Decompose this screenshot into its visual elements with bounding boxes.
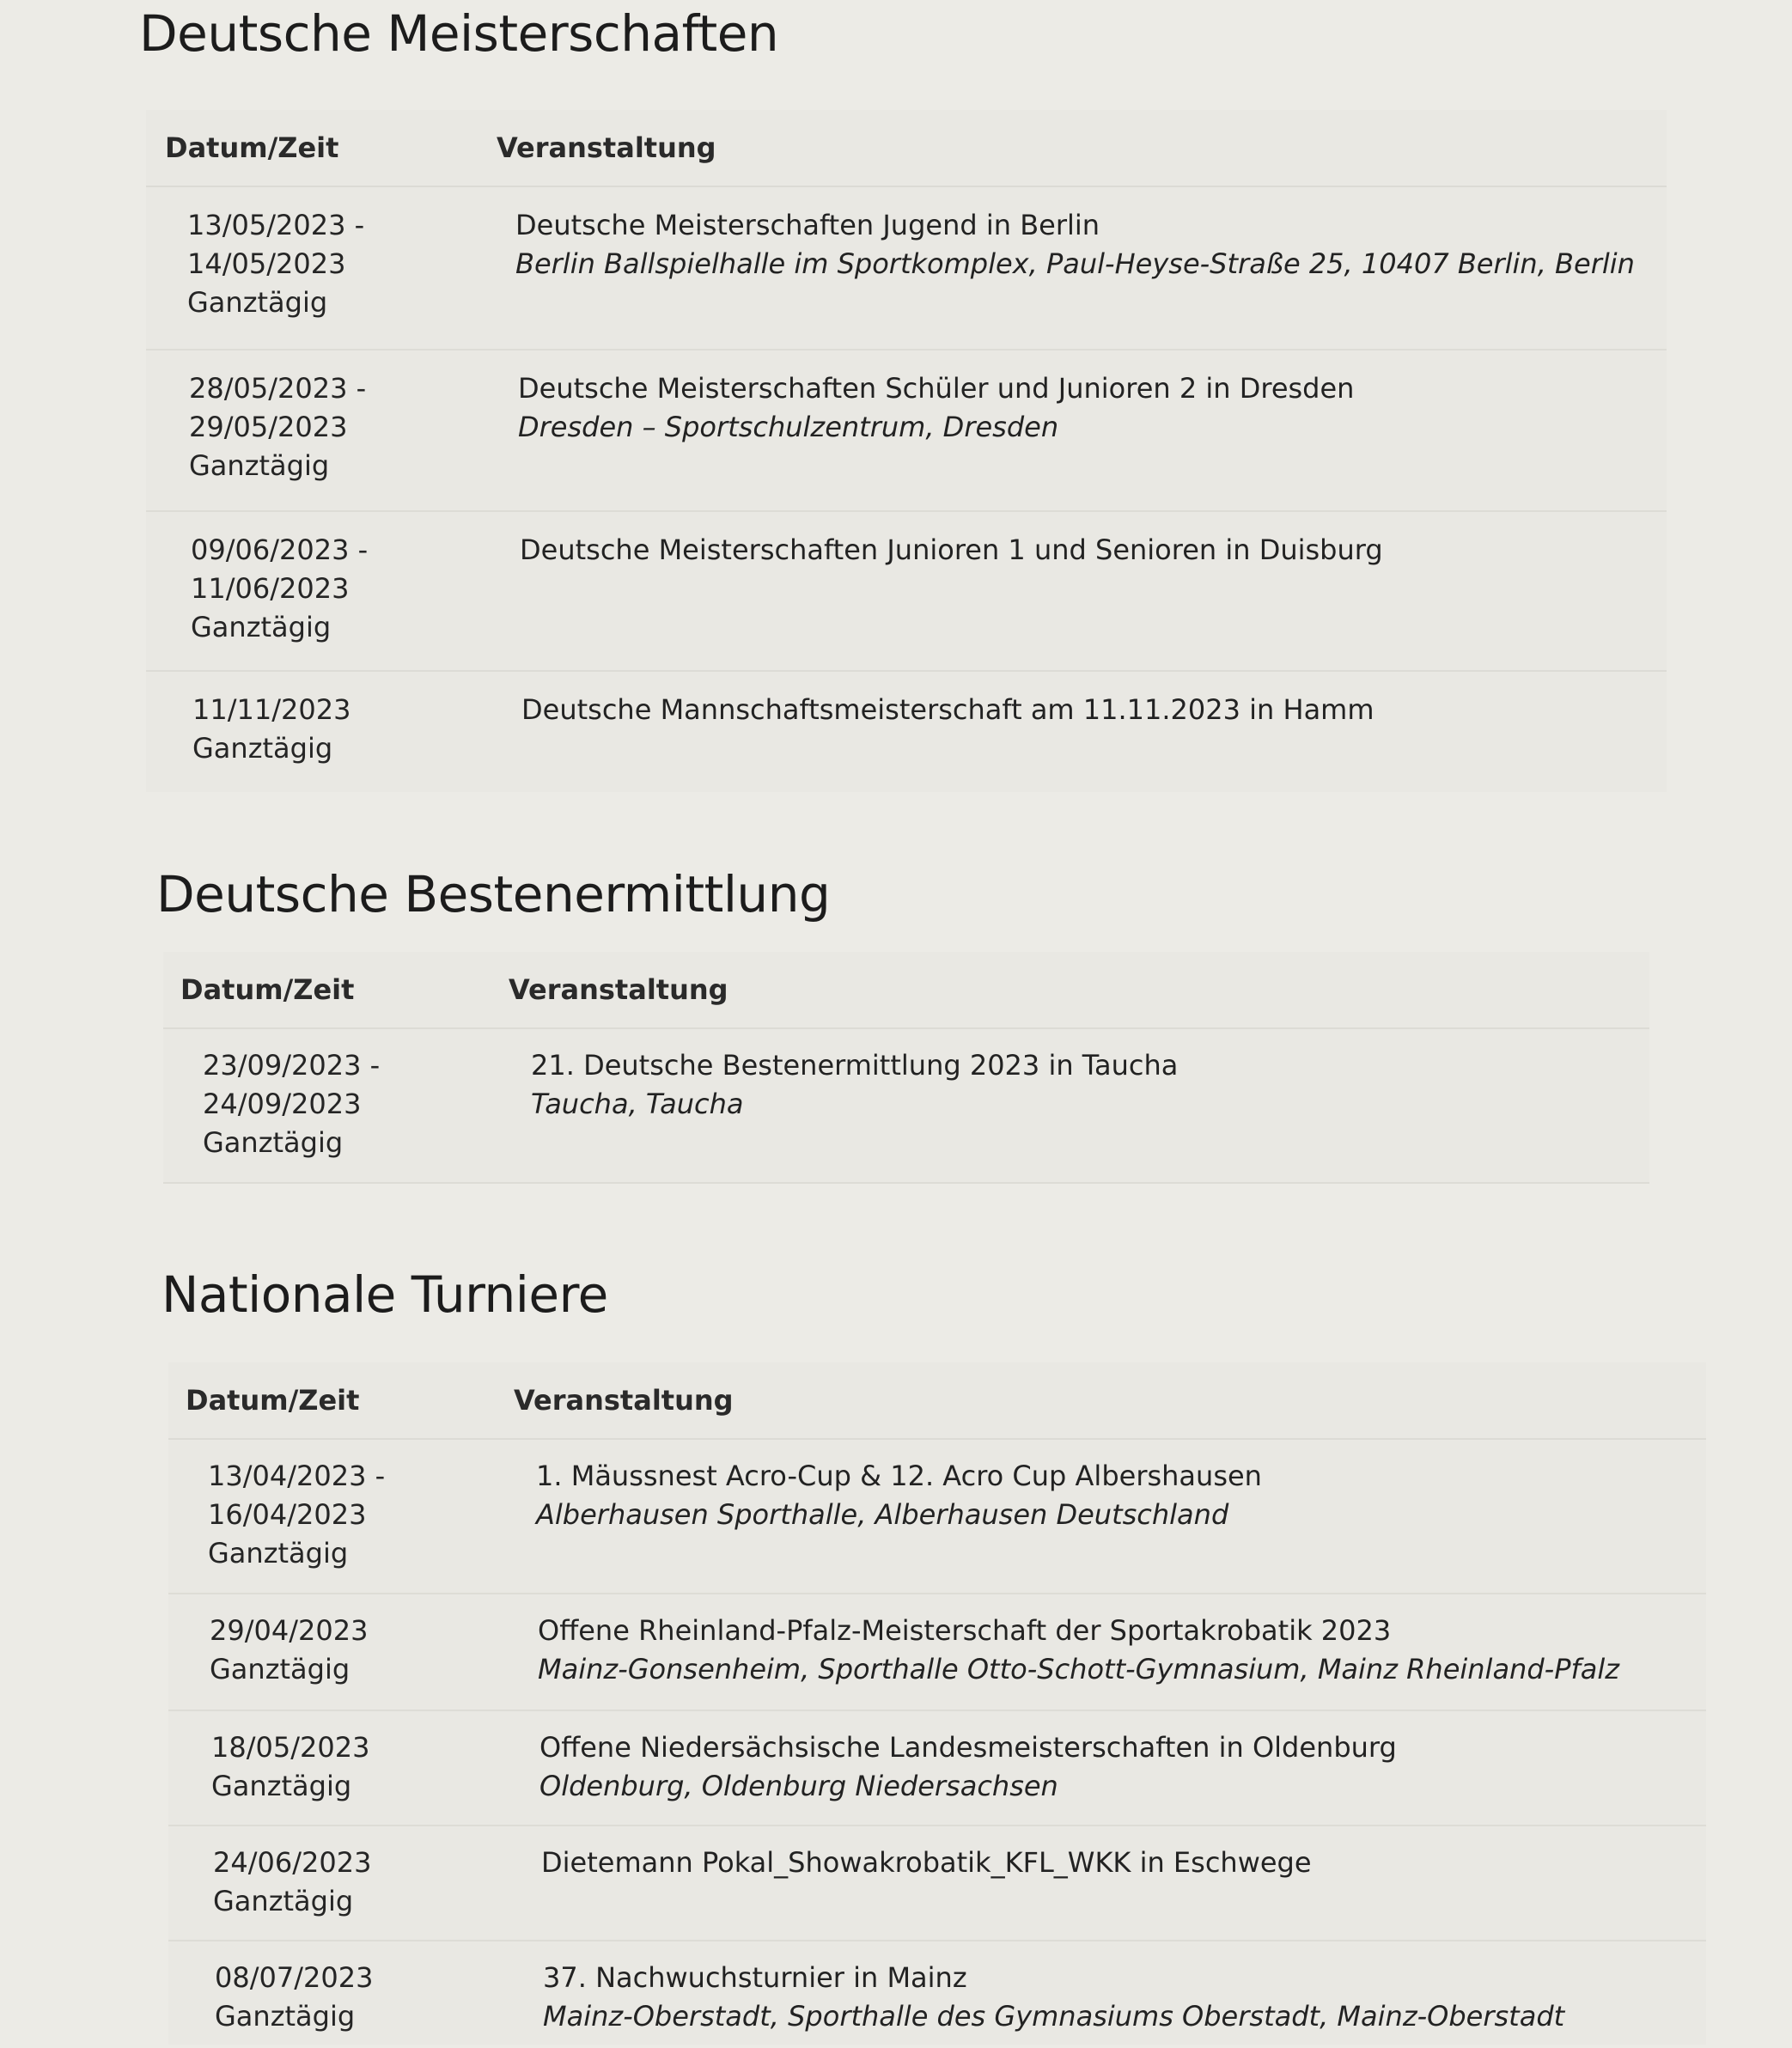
events-table [146, 110, 1667, 792]
event-cell [538, 1612, 1619, 1710]
date-cell [146, 369, 518, 510]
table-row [146, 672, 1667, 792]
date-start: 28/05/2023 - [189, 372, 367, 405]
column-header-event[interactable]: Veranstaltung [497, 131, 716, 164]
date-cell [168, 1612, 538, 1710]
event-cell [543, 1959, 1564, 2045]
column-header-date[interactable]: Datum/Zeit [165, 131, 339, 164]
event-cell [536, 1457, 1262, 1593]
time-label: Ganztägig [215, 2000, 356, 2033]
table-row [146, 350, 1667, 512]
date-cell [146, 531, 520, 670]
event-title-link[interactable]: Offene Niedersächsische Landesmeisterschaften in Oldenburg [539, 1731, 1397, 1764]
table-header [163, 952, 1649, 1029]
event-cell [521, 691, 1374, 792]
time-label: Ganztägig [187, 286, 328, 319]
event-title-link[interactable]: Deutsche Meisterschaften Jugend in Berlin [515, 209, 1100, 241]
event-cell [515, 206, 1635, 349]
date-start: 08/07/2023 [215, 1961, 374, 1994]
time-label: Ganztägig [211, 1770, 352, 1802]
time-label: Ganztägig [208, 1537, 349, 1570]
date-cell [146, 691, 521, 792]
table-header [146, 110, 1667, 187]
event-venue: Oldenburg, Oldenburg Niedersachsen [539, 1770, 1058, 1802]
event-title-link[interactable]: Offene Rheinland-Pfalz-Meisterschaft der Sportakrobatik 2023 [538, 1614, 1392, 1647]
event-venue: Alberhausen Sporthalle, Alberhausen Deutschland [536, 1498, 1229, 1531]
event-venue: Berlin Ballspielhalle im Sportkomplex, Paul-Heyse-Straße 25, 10407 Berlin, Berlin [515, 247, 1635, 280]
date-start: 13/05/2023 - [187, 209, 365, 241]
event-title-link[interactable]: Deutsche Meisterschaften Junioren 1 und Senioren in Duisburg [520, 533, 1383, 566]
section-title: Deutsche Meisterschaften [139, 4, 779, 63]
section-deutsche-bestenermittlung [156, 865, 1651, 1159]
table-row [168, 1941, 1706, 2045]
event-title-link[interactable]: 37. Nachwuchsturnier in Mainz [543, 1961, 967, 1994]
event-title-link[interactable]: 21. Deutsche Bestenermittlung 2023 in Taucha [531, 1049, 1179, 1082]
date-end: 24/09/2023 [203, 1088, 362, 1120]
table-row [163, 1029, 1649, 1184]
table-row [146, 512, 1667, 672]
section-title: Nationale Turniere [162, 1265, 608, 1324]
event-title-link[interactable]: Deutsche Mannschaftsmeisterschaft am 11.11.2023 in Hamm [521, 693, 1374, 726]
time-label: Ganztägig [192, 732, 333, 765]
event-venue: Taucha, Taucha [531, 1088, 744, 1120]
date-start: 13/04/2023 - [208, 1460, 386, 1492]
section-title: Deutsche Bestenermittlung [156, 865, 831, 923]
section-deutsche-meisterschaften [139, 4, 1668, 765]
time-label: Ganztägig [213, 1885, 354, 1917]
date-start: 23/09/2023 - [203, 1049, 381, 1082]
time-label: Ganztägig [203, 1126, 344, 1159]
table-row [168, 1826, 1706, 1941]
date-end: 11/06/2023 [191, 572, 350, 605]
date-end: 16/04/2023 [208, 1498, 367, 1531]
date-start: 09/06/2023 - [191, 533, 369, 566]
events-table [163, 952, 1649, 1184]
date-end: 14/05/2023 [187, 247, 346, 280]
date-cell [163, 1046, 531, 1182]
event-title-link[interactable]: Dietemann Pokal_Showakrobatik_KFL_WKK in Eschwege [541, 1846, 1312, 1879]
event-cell [518, 369, 1354, 510]
date-start: 18/05/2023 [211, 1731, 370, 1764]
date-cell [168, 1844, 541, 1940]
time-label: Ganztägig [189, 449, 330, 482]
table-row [168, 1594, 1706, 1711]
event-venue: Mainz-Oberstadt, Sporthalle des Gymnasiums Oberstadt, Mainz-Oberstadt [543, 2000, 1565, 2033]
column-header-event[interactable]: Veranstaltung [514, 1384, 734, 1417]
table-row [168, 1711, 1706, 1826]
table-row [168, 1440, 1706, 1594]
date-cell [146, 206, 515, 349]
event-venue: Mainz-Gonsenheim, Sporthalle Otto-Schott-Gymnasium, Mainz Rheinland-Pfalz [538, 1653, 1620, 1685]
events-table [168, 1362, 1706, 2045]
table-header [168, 1362, 1706, 1440]
column-header-date[interactable]: Datum/Zeit [180, 973, 355, 1006]
date-end: 29/05/2023 [189, 411, 348, 443]
section-nationale-turniere [162, 1265, 1708, 2033]
event-cell [539, 1728, 1397, 1825]
column-header-date[interactable]: Datum/Zeit [186, 1384, 360, 1417]
event-cell [531, 1046, 1178, 1182]
table-row [146, 187, 1667, 350]
event-cell [520, 531, 1383, 670]
date-cell [168, 1959, 543, 2045]
event-venue: Dresden – Sportschulzentrum, Dresden [518, 411, 1059, 443]
event-cell [541, 1844, 1312, 1940]
time-label: Ganztägig [191, 611, 332, 643]
date-cell [168, 1457, 536, 1593]
event-title-link[interactable]: 1. Mäussnest Acro-Cup & 12. Acro Cup Albershausen [536, 1460, 1262, 1492]
time-label: Ganztägig [210, 1653, 350, 1685]
date-start: 29/04/2023 [210, 1614, 369, 1647]
event-title-link[interactable]: Deutsche Meisterschaften Schüler und Junioren 2 in Dresden [518, 372, 1355, 405]
column-header-event[interactable]: Veranstaltung [509, 973, 728, 1006]
date-start: 24/06/2023 [213, 1846, 372, 1879]
date-start: 11/11/2023 [192, 693, 351, 726]
date-cell [168, 1728, 539, 1825]
